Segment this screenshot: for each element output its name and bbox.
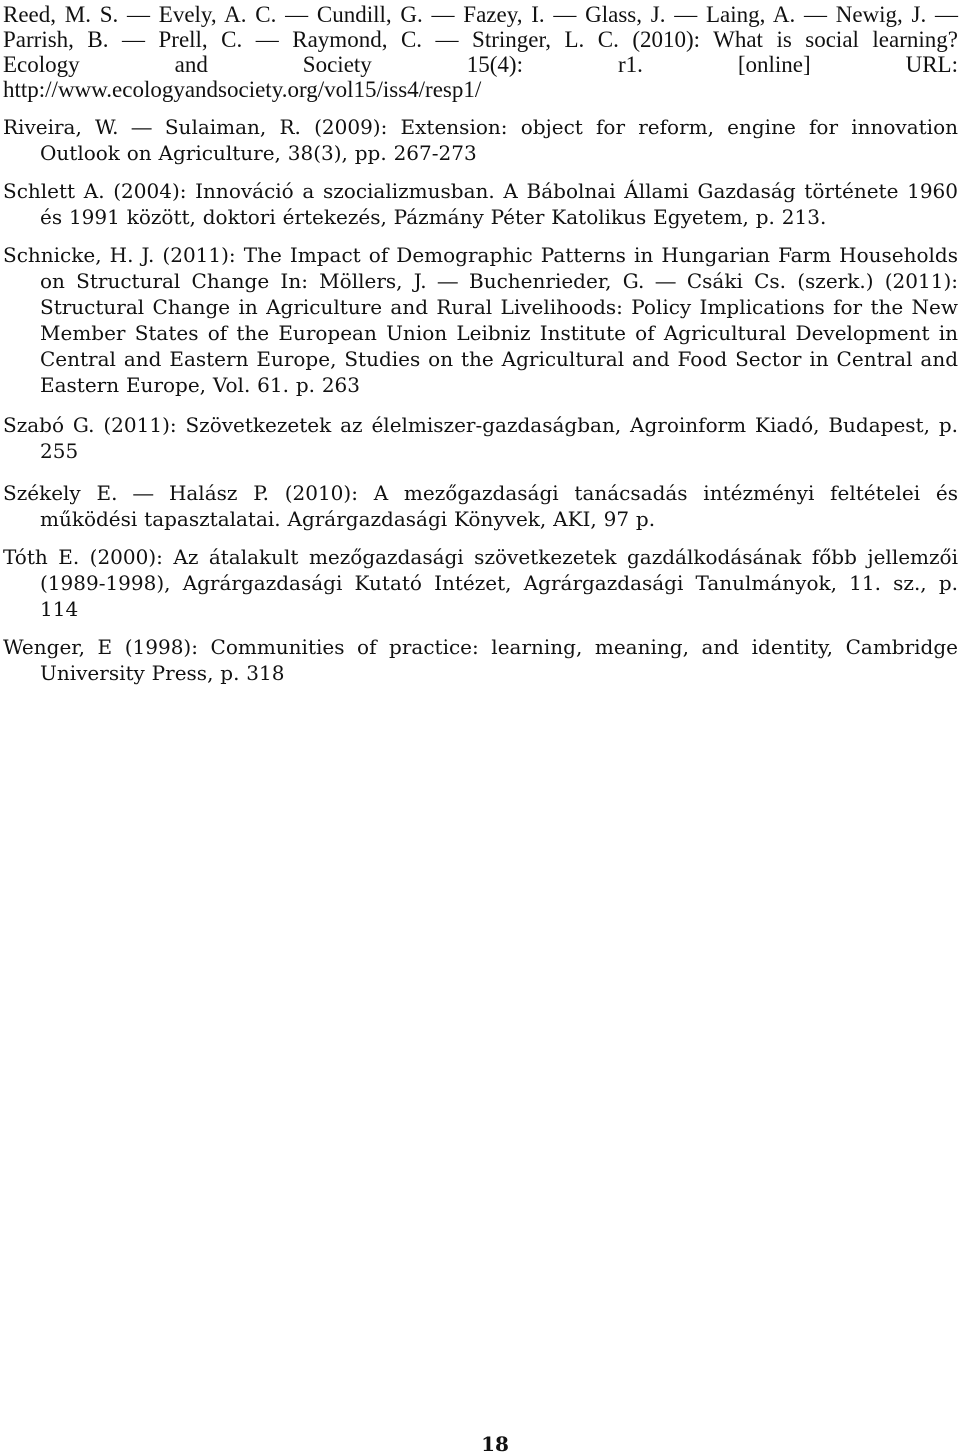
reference-toth: Tóth E. (2000): Az átalakult mezőgazdasági szövetkezetek gazdálkodásának főbb jellemzői (1989-1998), Agrárgazdasági Kutató Intézet, Agrárgazdasági Tanulmányok, 11. sz., p. 114 bbox=[3, 545, 958, 621]
reference-schnicke: Schnicke, H. J. (2011): The Impact of Demographic Patterns in Hungarian Farm Households on Structural Change In: Möllers, J. ― Buchenrieder, G. ― Csáki Cs. (szerk.) (2011): Structural Change in Agriculture and Rural Livelihoods: Policy Implications for the New Member States of the European Union Leibniz Institute of Agricultural Development in Central and Eastern Europe, Studies on the Agricultural and Food Sector in Central and Eastern Europe, Vol. 61. p. 263 bbox=[3, 243, 958, 397]
reference-schlett: Schlett A. (2004): Innováció a szocializmusban. A Bábolnai Állami Gazdaság története 1960 és 1991 között, doktori értekezés, Pázmány Péter Katolikus Egyetem, p. 213. bbox=[3, 179, 958, 229]
reference-riveira: Riveira, W. ― Sulaiman, R. (2009): Extension: object for reform, engine for innovation Outlook on Agriculture, 38(3), pp. 267-273 bbox=[3, 115, 958, 165]
page-number: 18 bbox=[481, 1432, 509, 1456]
reference-reed-line-4: http://www.ecologyandsociety.org/vol15/iss4/resp1/ bbox=[3, 77, 482, 102]
reference-szekely: Székely E. ― Halász P. (2010): A mezőgazdasági tanácsadás intézményi feltételei és működési tapasztalatai. Agrárgazdasági Könyvek, AKI, 97 p. bbox=[3, 481, 958, 531]
reference-reed bbox=[3, 0, 958, 102]
reference-reed-line-2: Parrish, B. ― Prell, C. ― Raymond, C. ― Stringer, L. C. (2010): What is social learning? bbox=[3, 27, 958, 52]
reference-szabo: Szabó G. (2011): Szövetkezetek az élelmiszer-gazdaságban, Agroinform Kiadó, Budapest, p. 255 bbox=[3, 413, 958, 463]
reference-reed-line-1: Reed, M. S. ― Evely, A. C. ― Cundill, G. ― Fazey, I. ― Glass, J. ― Laing, A. ― Newig, J. ― bbox=[3, 2, 958, 27]
reference-wenger: Wenger, E (1998): Communities of practice: learning, meaning, and identity, Cambridge University Press, p. 318 bbox=[3, 635, 958, 685]
reference-reed-line-3: Ecology and Society 15(4): r1. [online] URL: bbox=[3, 52, 958, 77]
reference-list bbox=[3, 0, 958, 686]
